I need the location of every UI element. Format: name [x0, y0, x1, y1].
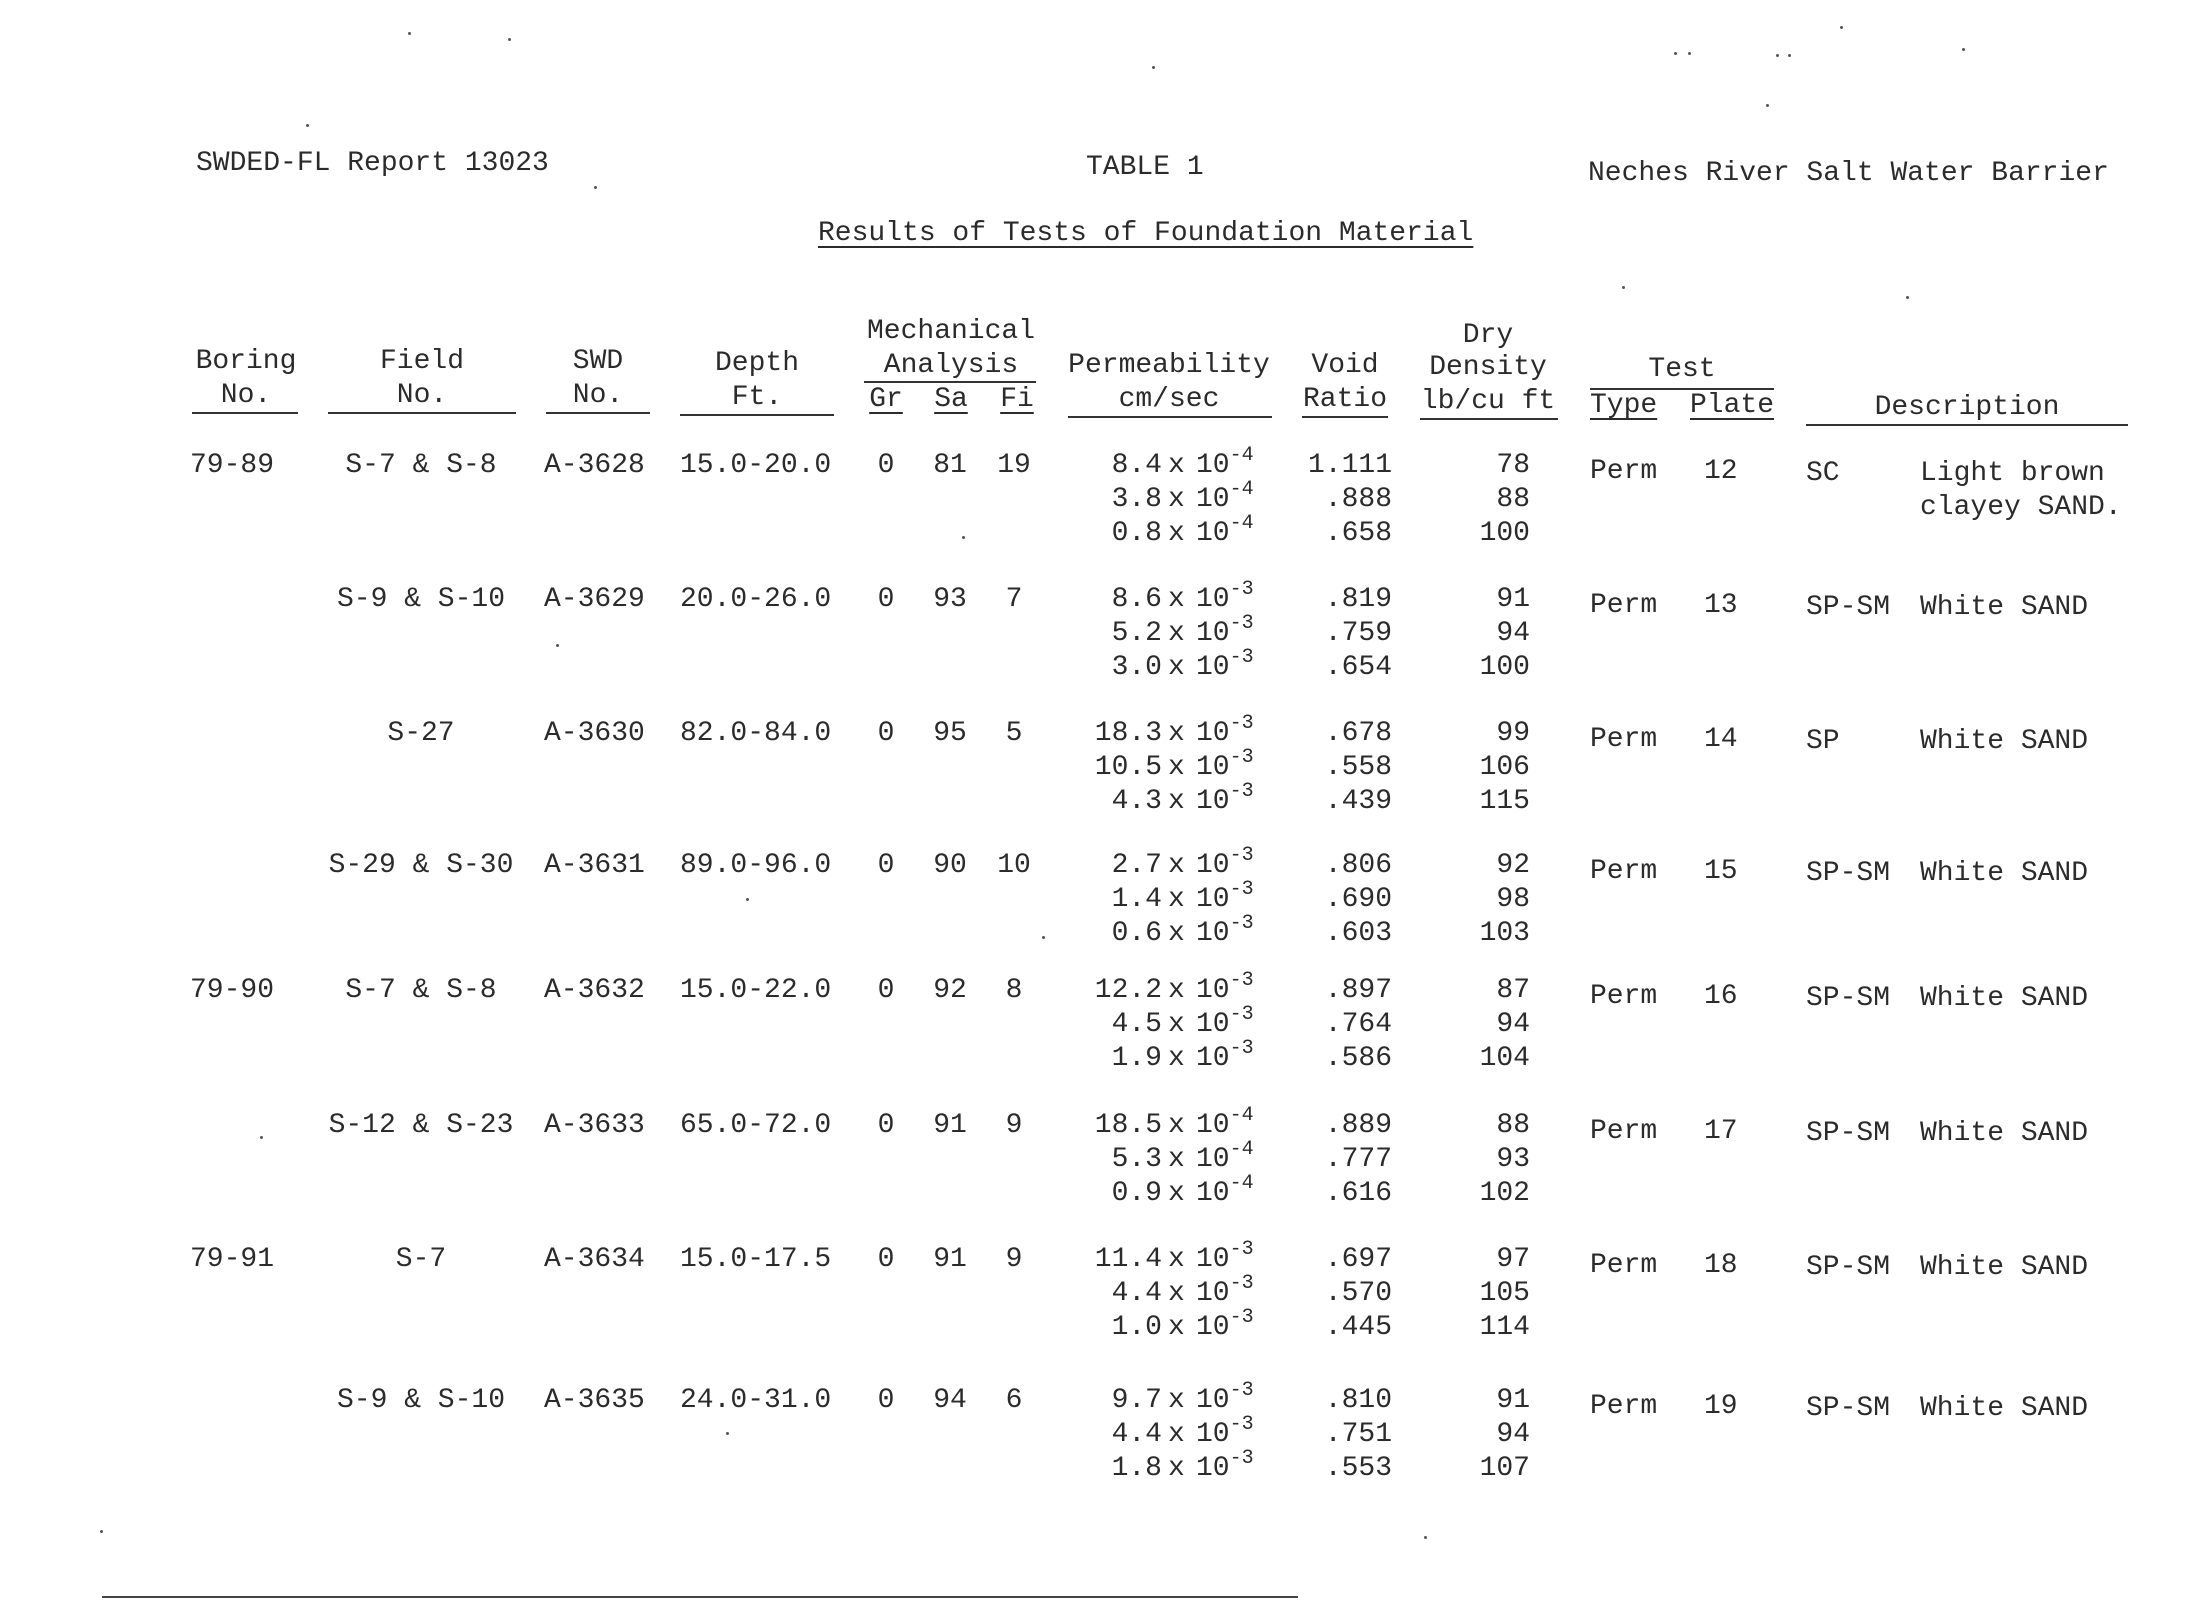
permeability-times: x [1168, 1244, 1185, 1275]
dry-density: 107 [1479, 1453, 1530, 1484]
permeability-exponent: -4 [1229, 1104, 1254, 1127]
soil-class: SP-SM [1806, 1118, 1891, 1149]
permeability-exponent: -3 [1229, 1272, 1254, 1295]
permeability-mantissa: 9.7 [1111, 1385, 1162, 1416]
void-ratio: .889 [1324, 1110, 1392, 1141]
permeability-times: x [1168, 1453, 1185, 1484]
permeability-base: $10^{-3}$ [1196, 878, 1254, 915]
description: White SAND [1920, 858, 2089, 889]
permeability-base: $10^{-3}$ [1196, 1238, 1254, 1275]
permeability-mantissa: 1.9 [1111, 1043, 1162, 1074]
dry-density: 91 [1496, 584, 1530, 615]
scan-speck [1424, 1536, 1427, 1539]
swd-no: A-3631 [544, 850, 645, 881]
mech-fi: 9 [1005, 1110, 1023, 1141]
dry-density: 104 [1479, 1043, 1530, 1074]
field-no: S-7 & S-8 [345, 450, 497, 481]
dry-density: 100 [1479, 518, 1530, 549]
permeability-exponent: -4 [1229, 512, 1254, 535]
col-test-plate: Plate [1690, 390, 1775, 421]
void-ratio: .658 [1324, 518, 1392, 549]
dry-density: 106 [1479, 752, 1530, 783]
depth-ft: 82.0-84.0 [680, 718, 832, 749]
mech-sa: 91 [933, 1244, 967, 1275]
void-ratio: .553 [1324, 1453, 1392, 1484]
void-ratio: .759 [1324, 618, 1392, 649]
dry-density: 98 [1496, 884, 1530, 915]
col-swd-rule [546, 412, 650, 414]
dry-density: 87 [1496, 975, 1530, 1006]
col-mech-line2: Analysis [883, 350, 1019, 381]
test-type: Perm [1590, 1116, 1658, 1147]
col-field-line1: Field [379, 346, 464, 377]
col-field-line2: No. [396, 380, 448, 411]
test-plate: 19 [1704, 1391, 1738, 1422]
permeability-base: $10^{-3}$ [1196, 1379, 1254, 1416]
permeability-base: $10^{-3}$ [1196, 1306, 1254, 1343]
permeability-mantissa: 4.3 [1111, 786, 1162, 817]
scan-speck [508, 38, 511, 41]
col-description: Description [1874, 392, 2060, 423]
permeability-mantissa: 5.3 [1111, 1144, 1162, 1175]
col-test-line1: Test [1648, 354, 1716, 385]
permeability-times: x [1168, 1385, 1185, 1416]
test-plate: 18 [1704, 1250, 1738, 1281]
permeability-base: $10^{-4}$ [1196, 444, 1254, 481]
scan-speck [594, 186, 597, 189]
col-boring-rule [192, 412, 298, 414]
scan-speck [1674, 52, 1677, 55]
test-type: Perm [1590, 724, 1658, 755]
permeability-base: $10^{-3}$ [1196, 712, 1254, 749]
scan-speck [1766, 104, 1769, 107]
void-ratio: .897 [1324, 975, 1392, 1006]
scan-speck [1776, 54, 1779, 57]
permeability-exponent: -3 [1229, 1037, 1254, 1060]
permeability-times: x [1168, 1009, 1185, 1040]
void-ratio: .819 [1324, 584, 1392, 615]
permeability-times: x [1168, 1144, 1185, 1175]
permeability-exponent: -3 [1229, 712, 1254, 735]
permeability-times: x [1168, 786, 1185, 817]
permeability-mantissa: 18.5 [1094, 1110, 1162, 1141]
mech-sa: 91 [933, 1110, 967, 1141]
description: White SAND [1920, 1252, 2089, 1283]
permeability-exponent: -4 [1229, 478, 1254, 501]
permeability-base: $10^{-3}$ [1196, 1272, 1254, 1309]
col-perm-line1: Permeability [1068, 350, 1270, 381]
dry-density: 88 [1496, 484, 1530, 515]
test-plate: 14 [1704, 724, 1738, 755]
description: White SAND [1920, 1393, 2089, 1424]
void-ratio: .603 [1324, 918, 1392, 949]
depth-ft: 15.0-20.0 [680, 450, 832, 481]
permeability-base: $10^{-3}$ [1196, 1447, 1254, 1484]
depth-ft: 65.0-72.0 [680, 1110, 832, 1141]
col-dry-line2: Density [1429, 352, 1547, 383]
mech-sa: 81 [933, 450, 967, 481]
field-no: S-27 [387, 718, 455, 749]
permeability-times: x [1168, 975, 1185, 1006]
col-dry-line1: Dry [1462, 320, 1514, 351]
col-depth-rule [680, 414, 834, 416]
permeability-base: $10^{-3}$ [1196, 578, 1254, 615]
permeability-times: x [1168, 1178, 1185, 1209]
swd-no: A-3634 [544, 1244, 645, 1275]
soil-class: SC [1806, 458, 1840, 489]
permeability-exponent: -3 [1229, 1306, 1254, 1329]
scan-speck [1840, 26, 1843, 29]
description: White SAND [1920, 1118, 2089, 1149]
description: White SAND [1920, 726, 2089, 757]
col-void-line2: Ratio [1302, 384, 1387, 415]
col-mech-fi: Fi [1000, 384, 1034, 415]
col-boring-line1: Boring [195, 346, 297, 377]
scan-speck [962, 536, 965, 539]
dry-density: 91 [1496, 1385, 1530, 1416]
permeability-mantissa: 1.0 [1111, 1312, 1162, 1343]
field-no: S-9 & S-10 [336, 1385, 506, 1416]
permeability-exponent: -3 [1229, 878, 1254, 901]
permeability-exponent: -3 [1229, 578, 1254, 601]
mech-sa: 95 [933, 718, 967, 749]
permeability-mantissa: 11.4 [1094, 1244, 1162, 1275]
col-swd-line2: No. [572, 380, 624, 411]
depth-ft: 20.0-26.0 [680, 584, 832, 615]
permeability-times: x [1168, 584, 1185, 615]
col-dry-rule [1420, 418, 1558, 420]
dry-density: 94 [1496, 1009, 1530, 1040]
permeability-exponent: -3 [1229, 646, 1254, 669]
dry-density: 115 [1479, 786, 1530, 817]
col-depth-line1: Depth [714, 348, 799, 379]
void-ratio: .654 [1324, 652, 1392, 683]
dry-density: 102 [1479, 1178, 1530, 1209]
soil-class: SP-SM [1806, 858, 1891, 889]
permeability-times: x [1168, 850, 1185, 881]
scan-speck [1688, 52, 1691, 55]
scan-speck [1788, 54, 1791, 57]
depth-ft: 89.0-96.0 [680, 850, 832, 881]
permeability-times: x [1168, 1043, 1185, 1074]
permeability-exponent: -3 [1229, 844, 1254, 867]
mech-gr: 0 [877, 1244, 895, 1275]
col-swd-line1: SWD [572, 346, 624, 377]
dry-density: 92 [1496, 850, 1530, 881]
mech-gr: 0 [877, 584, 895, 615]
mech-fi: 5 [1005, 718, 1023, 749]
mech-gr: 0 [877, 450, 895, 481]
col-void-rule [1302, 416, 1388, 418]
field-no: S-29 & S-30 [328, 850, 514, 881]
void-ratio: .806 [1324, 850, 1392, 881]
scan-speck [726, 1432, 729, 1435]
boring-no: 79-89 [190, 450, 275, 481]
permeability-base: $10^{-4}$ [1196, 1138, 1254, 1175]
permeability-base: $10^{-3}$ [1196, 844, 1254, 881]
swd-no: A-3635 [544, 1385, 645, 1416]
permeability-times: x [1168, 1278, 1185, 1309]
permeability-mantissa: 4.4 [1111, 1419, 1162, 1450]
void-ratio: .570 [1324, 1278, 1392, 1309]
void-ratio: .810 [1324, 1385, 1392, 1416]
col-perm-line2: cm/sec [1118, 384, 1220, 415]
table-title: Results of Tests of Foundation Material [818, 218, 1474, 249]
permeability-exponent: -3 [1229, 1003, 1254, 1026]
permeability-mantissa: 4.4 [1111, 1278, 1162, 1309]
permeability-exponent: -3 [1229, 1238, 1254, 1261]
permeability-base: $10^{-3}$ [1196, 780, 1254, 817]
depth-ft: 15.0-17.5 [680, 1244, 832, 1275]
permeability-mantissa: 12.2 [1094, 975, 1162, 1006]
swd-no: A-3632 [544, 975, 645, 1006]
permeability-times: x [1168, 752, 1185, 783]
field-no: S-7 [395, 1244, 447, 1275]
col-mech-gr: Gr [869, 384, 903, 415]
permeability-mantissa: 4.5 [1111, 1009, 1162, 1040]
swd-no: A-3628 [544, 450, 645, 481]
test-plate: 15 [1704, 856, 1738, 887]
test-plate: 12 [1704, 456, 1738, 487]
col-void-line1: Void [1311, 350, 1379, 381]
permeability-exponent: -3 [1229, 746, 1254, 769]
col-mech-sa: Sa [934, 384, 968, 415]
permeability-exponent: -3 [1229, 1447, 1254, 1470]
field-no: S-12 & S-23 [328, 1110, 514, 1141]
permeability-times: x [1168, 918, 1185, 949]
permeability-base: $10^{-4}$ [1196, 478, 1254, 515]
permeability-times: x [1168, 1312, 1185, 1343]
permeability-times: x [1168, 884, 1185, 915]
permeability-times: x [1168, 652, 1185, 683]
test-type: Perm [1590, 1391, 1658, 1422]
permeability-base: $10^{-3}$ [1196, 612, 1254, 649]
mech-fi: 10 [997, 850, 1031, 881]
mech-gr: 0 [877, 850, 895, 881]
dry-density: 103 [1479, 918, 1530, 949]
permeability-base: $10^{-3}$ [1196, 746, 1254, 783]
permeability-exponent: -3 [1229, 1379, 1254, 1402]
void-ratio: .616 [1324, 1178, 1392, 1209]
col-mech-rule [864, 381, 1036, 383]
permeability-exponent: -3 [1229, 912, 1254, 935]
dry-density: 100 [1479, 652, 1530, 683]
project-name: Neches River Salt Water Barrier [1588, 158, 2109, 189]
void-ratio: .751 [1324, 1419, 1392, 1450]
permeability-times: x [1168, 518, 1185, 549]
mech-fi: 9 [1005, 1244, 1023, 1275]
void-ratio: .764 [1324, 1009, 1392, 1040]
permeability-mantissa: 2.7 [1111, 850, 1162, 881]
bottom-rule [102, 1596, 1298, 1598]
dry-density: 99 [1496, 718, 1530, 749]
permeability-mantissa: 1.4 [1111, 884, 1162, 915]
col-mech-line1: Mechanical [866, 316, 1036, 347]
scan-speck [306, 124, 309, 127]
soil-class: SP-SM [1806, 983, 1891, 1014]
permeability-mantissa: 5.2 [1111, 618, 1162, 649]
soil-class: SP-SM [1806, 592, 1891, 623]
permeability-exponent: -3 [1229, 612, 1254, 635]
col-test-type: Type [1590, 390, 1658, 421]
permeability-base: $10^{-4}$ [1196, 1172, 1254, 1209]
permeability-mantissa: 18.3 [1094, 718, 1162, 749]
void-ratio: .678 [1324, 718, 1392, 749]
dry-density: 97 [1496, 1244, 1530, 1275]
mech-sa: 93 [933, 584, 967, 615]
permeability-base: $10^{-4}$ [1196, 1104, 1254, 1141]
col-dry-line3: lb/cu ft [1420, 386, 1556, 417]
void-ratio: .697 [1324, 1244, 1392, 1275]
dry-density: 94 [1496, 618, 1530, 649]
soil-class: SP [1806, 726, 1840, 757]
dry-density: 94 [1496, 1419, 1530, 1450]
col-description-rule [1806, 424, 2128, 426]
permeability-mantissa: 3.0 [1111, 652, 1162, 683]
mech-fi: 6 [1005, 1385, 1023, 1416]
swd-no: A-3633 [544, 1110, 645, 1141]
permeability-base: $10^{-3}$ [1196, 646, 1254, 683]
test-type: Perm [1590, 1250, 1658, 1281]
depth-ft: 24.0-31.0 [680, 1385, 832, 1416]
permeability-exponent: -4 [1229, 1138, 1254, 1161]
void-ratio: .439 [1324, 786, 1392, 817]
permeability-exponent: -4 [1229, 444, 1254, 467]
swd-no: A-3629 [544, 584, 645, 615]
scan-speck [1622, 286, 1625, 289]
test-plate: 17 [1704, 1116, 1738, 1147]
scan-speck [408, 32, 411, 35]
scan-speck [746, 898, 749, 901]
dry-density: 93 [1496, 1144, 1530, 1175]
permeability-base: $10^{-4}$ [1196, 512, 1254, 549]
boring-no: 79-91 [190, 1244, 275, 1275]
dry-density: 114 [1479, 1312, 1530, 1343]
scan-speck [260, 1136, 263, 1139]
col-field-rule [328, 412, 516, 414]
permeability-base: $10^{-3}$ [1196, 912, 1254, 949]
test-type: Perm [1590, 590, 1658, 621]
test-type: Perm [1590, 856, 1658, 887]
dry-density: 88 [1496, 1110, 1530, 1141]
mech-fi: 8 [1005, 975, 1023, 1006]
field-no: S-9 & S-10 [336, 584, 506, 615]
permeability-times: x [1168, 1110, 1185, 1141]
permeability-times: x [1168, 1419, 1185, 1450]
mech-gr: 0 [877, 975, 895, 1006]
scan-speck [1152, 66, 1155, 69]
void-ratio: .558 [1324, 752, 1392, 783]
report-number: SWDED-FL Report 13023 [196, 148, 549, 179]
permeability-times: x [1168, 450, 1185, 481]
permeability-base: $10^{-3}$ [1196, 1003, 1254, 1040]
col-boring-line2: No. [220, 380, 272, 411]
test-type: Perm [1590, 456, 1658, 487]
col-depth-line2: Ft. [731, 382, 783, 413]
field-no: S-7 & S-8 [345, 975, 497, 1006]
void-ratio: .690 [1324, 884, 1392, 915]
mech-fi: 19 [997, 450, 1031, 481]
test-plate: 16 [1704, 981, 1738, 1012]
scan-speck [1962, 48, 1965, 51]
permeability-base: $10^{-3}$ [1196, 969, 1254, 1006]
description: clayey SAND. [1920, 492, 2122, 523]
permeability-mantissa: 0.6 [1111, 918, 1162, 949]
mech-sa: 92 [933, 975, 967, 1006]
soil-class: SP-SM [1806, 1393, 1891, 1424]
dry-density: 105 [1479, 1278, 1530, 1309]
permeability-exponent: -3 [1229, 1413, 1254, 1436]
permeability-mantissa: 0.9 [1111, 1178, 1162, 1209]
permeability-times: x [1168, 718, 1185, 749]
description: White SAND [1920, 983, 2089, 1014]
permeability-exponent: -3 [1229, 969, 1254, 992]
dry-density: 78 [1496, 450, 1530, 481]
permeability-mantissa: 3.8 [1111, 484, 1162, 515]
mech-sa: 90 [933, 850, 967, 881]
void-ratio: .586 [1324, 1043, 1392, 1074]
permeability-base: $10^{-3}$ [1196, 1037, 1254, 1074]
void-ratio: 1.111 [1307, 450, 1392, 481]
test-type: Perm [1590, 981, 1658, 1012]
permeability-exponent: -4 [1229, 1172, 1254, 1195]
col-perm-rule [1068, 416, 1272, 418]
scan-speck [1042, 936, 1045, 939]
mech-sa: 94 [933, 1385, 967, 1416]
permeability-exponent: -3 [1229, 780, 1254, 803]
permeability-times: x [1168, 618, 1185, 649]
permeability-mantissa: 10.5 [1094, 752, 1162, 783]
mech-gr: 0 [877, 718, 895, 749]
permeability-mantissa: 0.8 [1111, 518, 1162, 549]
permeability-base: $10^{-3}$ [1196, 1413, 1254, 1450]
scan-speck [556, 644, 559, 647]
depth-ft: 15.0-22.0 [680, 975, 832, 1006]
permeability-mantissa: 8.4 [1111, 450, 1162, 481]
permeability-mantissa: 8.6 [1111, 584, 1162, 615]
void-ratio: .888 [1324, 484, 1392, 515]
permeability-times: x [1168, 484, 1185, 515]
table-label: TABLE 1 [1086, 152, 1204, 183]
description: White SAND [1920, 592, 2089, 623]
test-plate: 13 [1704, 590, 1738, 621]
void-ratio: .445 [1324, 1312, 1392, 1343]
void-ratio: .777 [1324, 1144, 1392, 1175]
scan-speck [1906, 296, 1909, 299]
swd-no: A-3630 [544, 718, 645, 749]
mech-fi: 7 [1005, 584, 1023, 615]
boring-no: 79-90 [190, 975, 275, 1006]
mech-gr: 0 [877, 1385, 895, 1416]
soil-class: SP-SM [1806, 1252, 1891, 1283]
permeability-mantissa: 1.8 [1111, 1453, 1162, 1484]
scan-speck [100, 1530, 103, 1533]
description: Light brown [1920, 458, 2105, 489]
mech-gr: 0 [877, 1110, 895, 1141]
